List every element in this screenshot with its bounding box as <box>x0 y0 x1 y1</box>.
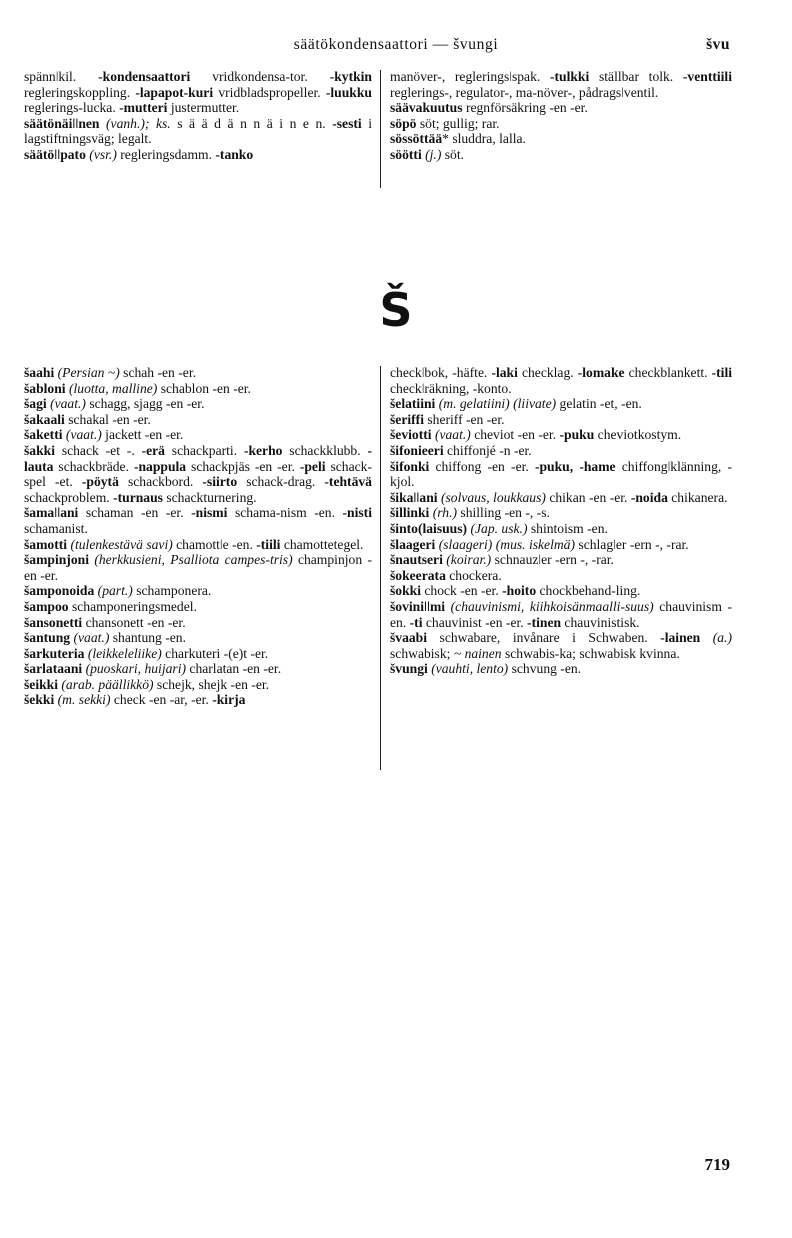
entry-text: schnauzǀer -ern -, -rar. <box>491 552 614 568</box>
dictionary-entry <box>390 505 732 521</box>
entry-text: chockera. <box>445 567 502 583</box>
entry-text: regleringskoppling. <box>24 84 136 100</box>
entry-text: chiffongǀklänning, -kjol. <box>390 458 732 490</box>
entry-text: charlatan -en -er. <box>186 661 282 677</box>
dictionary-entry <box>24 583 372 599</box>
dictionary-entry <box>390 599 732 630</box>
dictionary-entry <box>24 396 372 412</box>
dictionary-entry <box>24 365 372 381</box>
entry-text: checkǀbok, -häfte. <box>390 365 492 380</box>
usage-label: (vanh.); ks. <box>106 115 171 131</box>
column-bottom-right <box>390 365 732 677</box>
usage-label: (m. gelatiini) (liivate) <box>438 396 557 412</box>
entry-text: schama-nism -en. <box>227 505 343 521</box>
entry-text: schackpjäs -en -er. <box>186 458 300 474</box>
entry-text: schagg, sjagg -en -er. <box>85 396 205 412</box>
entry-text: reglerings-lucka. <box>24 100 120 116</box>
headword: -lainen <box>660 630 701 646</box>
headword: -kirja <box>212 692 246 708</box>
entry-text: shantung -en. <box>109 630 186 646</box>
usage-label: (solvaus, loukkaus) <box>440 489 546 505</box>
dictionary-entry <box>390 396 732 412</box>
entry-text: chikanera. <box>667 489 728 505</box>
entry-text: vridkondensa-tor. <box>190 69 330 84</box>
entry-text: chockbehand-ling. <box>536 583 641 599</box>
usage-label: (chauvinismi, kiihkoisänmaalli-suus) <box>450 598 654 614</box>
section-letter: Š <box>379 283 413 337</box>
dictionary-entry <box>24 381 372 397</box>
entry-text: cheviot -en -er. <box>470 427 560 443</box>
entry-text: i lagstiftningsväg; legalt. <box>24 115 372 147</box>
usage-label: (vauhti, lento) <box>431 661 509 677</box>
headword: -siirto <box>202 474 238 490</box>
entry-text: chock -en -er. <box>420 583 503 599</box>
entry-text: schlagǀer -ern -, -rar. <box>575 536 689 552</box>
entry-text: s ä ä d ä n n ä i n e n. <box>170 115 333 131</box>
headword: -luukku <box>325 84 372 100</box>
dictionary-entry <box>390 443 732 459</box>
headword: -kondensaattori <box>98 69 191 84</box>
dictionary-entry <box>390 116 732 132</box>
entry-text: schackklubb. <box>282 442 368 458</box>
headword: säätöǀǀpato <box>24 146 86 162</box>
dictionary-entry <box>390 100 732 116</box>
dictionary-entry <box>390 583 732 599</box>
page-number: 719 <box>704 1155 730 1174</box>
dictionary-entry <box>390 537 732 553</box>
headword: šampoo <box>24 598 69 614</box>
entry-text: schackbord. <box>118 474 203 490</box>
usage-label: (vaat.) <box>73 630 110 646</box>
dictionary-entry <box>390 490 732 506</box>
headword: šantung <box>24 630 71 646</box>
entry-text: regnförsäkring -en -er. <box>462 100 588 116</box>
usage-label: (puoskari, huijari) <box>85 661 187 677</box>
entry-text: chauvinism -en. <box>390 598 732 630</box>
headword: -ti <box>409 614 423 630</box>
entry-text: schvung -en. <box>508 661 582 677</box>
dictionary-entry <box>390 412 732 428</box>
headword: šifonieeri <box>390 442 444 458</box>
usage-label: (j.) <box>425 146 442 162</box>
entry-text: checklag. <box>517 365 578 380</box>
headword: -nappula <box>133 458 187 474</box>
entry-text: schackturnering. <box>162 489 257 505</box>
dictionary-entry <box>24 692 372 708</box>
entry-text: chamottǀe -en. <box>172 536 257 552</box>
dictionary-entry <box>24 443 372 505</box>
headword: -lomake <box>577 365 625 380</box>
headword: šifonki <box>390 458 430 474</box>
usage-label: (slaageri) (mus. iskelmä) <box>438 536 576 552</box>
usage-label: (m. sekki) <box>57 692 111 708</box>
dictionary-entry <box>390 69 732 100</box>
dictionary-entry <box>390 147 732 163</box>
headword: -puku <box>559 427 595 443</box>
entry-text: schack -et -. <box>54 442 142 458</box>
entry-text: chiffong -en -er. <box>429 458 535 474</box>
headword: šikaǀǀani <box>390 489 438 505</box>
headword: šamaǀǀani <box>24 505 79 521</box>
dictionary-entry <box>390 552 732 568</box>
usage-label: (luotta, malline) <box>68 380 158 396</box>
headword: -nisti <box>342 505 372 521</box>
dictionary-entry <box>24 630 372 646</box>
entry-text: chauvinistisk. <box>561 614 640 630</box>
headword: söpö <box>390 115 417 131</box>
headword: šokki <box>390 583 421 599</box>
entry-text: shintoism -en. <box>527 520 608 536</box>
headword: šeikki <box>24 676 58 692</box>
entry-text: checkblankett. <box>624 365 712 380</box>
dictionary-entry <box>24 69 372 116</box>
headword: -tulkki <box>549 69 590 84</box>
entry-text: söt. <box>441 146 465 162</box>
dictionary-entry <box>24 677 372 693</box>
dictionary-entry <box>24 505 372 536</box>
entry-text: schackparti. <box>164 442 244 458</box>
headword: -lapapot-kuri <box>135 84 214 100</box>
headword: säätönäiǀǀnen <box>24 115 100 131</box>
headword: šaketti <box>24 427 63 443</box>
entry-text: vridbladspropeller. <box>213 84 326 100</box>
headword: -sesti <box>332 115 362 131</box>
headword: -kerho <box>243 442 283 458</box>
headword: šagi <box>24 396 47 412</box>
headword: švaabi <box>390 630 428 646</box>
headword: šampinjoni <box>24 552 89 568</box>
headword: sössöttää <box>390 131 443 147</box>
usage-label: (part.) <box>97 583 133 599</box>
entry-text: schamponeringsmedel. <box>68 598 197 614</box>
headword: -tehtävä <box>324 474 372 490</box>
entry-text: schwabare, invånare i Schwaben. <box>427 630 661 646</box>
entry-text: regleringsdamm. <box>116 146 216 162</box>
column-top-right <box>390 69 732 163</box>
usage-label: (Jap. usk.) <box>470 520 528 536</box>
entry-text: schackbräde. <box>53 458 134 474</box>
entry-text: chauvinist -en -er. <box>422 614 528 630</box>
headword: šabloni <box>24 380 66 396</box>
entry-text: schablon -en -er. <box>157 380 251 396</box>
dictionary-entry <box>24 537 372 553</box>
entry-text: chansonett -en -er. <box>82 614 186 630</box>
headword: šeriffi <box>390 411 424 427</box>
headword: -venttiili <box>682 69 732 84</box>
headword: -peli <box>299 458 326 474</box>
dictionary-entry <box>390 661 732 677</box>
dictionary-entry <box>24 147 372 163</box>
usage-label: (vaat.) <box>65 427 102 443</box>
dictionary-entry <box>24 599 372 615</box>
usage-label: (vaat.) <box>434 427 471 443</box>
entry-text: schack-drag. <box>237 474 325 490</box>
headword: šamotti <box>24 536 68 552</box>
entry-text: charkuteri -(e)t -er. <box>161 645 269 661</box>
headword: -tiili <box>256 536 281 552</box>
entry-text: chikan -en -er. <box>545 489 631 505</box>
dictionary-entry <box>390 427 732 443</box>
entry-text: shilling -en -, -s. <box>457 505 550 521</box>
entry-text: schaman -en -er. <box>78 505 192 521</box>
usage-label: (tulenkestävä savi) <box>70 536 173 552</box>
entry-text: schwabis-ka; schwabisk kvinna. <box>501 645 680 661</box>
headword: -puku, -hame <box>534 458 616 474</box>
headword: šinto(laisuus) <box>390 520 468 536</box>
column-top-left <box>24 69 372 163</box>
column-rule-bottom <box>380 366 381 770</box>
entry-text: sheriff -en -er. <box>423 411 505 427</box>
headword: šlaageri <box>390 536 436 552</box>
usage-label: (rh.) <box>432 505 457 521</box>
column-rule-top <box>380 70 381 188</box>
entry-text: spännǀkil. <box>24 69 99 84</box>
usage-label: ~ nainen <box>453 645 502 661</box>
headword: šokeerata <box>390 567 446 583</box>
entry-text <box>700 630 713 645</box>
entry-text: söt; gullig; rar. <box>416 115 500 131</box>
headword: šarkuteria <box>24 645 85 661</box>
dictionary-entry <box>24 661 372 677</box>
entry-text: schwabisk; <box>390 645 454 661</box>
entry-text: cheviotkostym. <box>594 427 682 443</box>
dictionary-entry <box>24 427 372 443</box>
running-header-guide-word: švu <box>706 36 730 53</box>
entry-text: check -en -ar, -er. <box>110 692 213 708</box>
headword: -tinen <box>527 614 562 630</box>
entry-text: jackett -en -er. <box>101 427 184 443</box>
headword: -hoito <box>502 583 537 599</box>
dictionary-entry <box>390 568 732 584</box>
headword: šekki <box>24 692 55 708</box>
headword: -mutteri <box>119 100 168 116</box>
entry-text: schakal -en -er. <box>64 411 151 427</box>
entry-text: schah -en -er. <box>119 365 196 380</box>
dictionary-entry <box>24 615 372 631</box>
dictionary-entry <box>390 630 732 661</box>
dictionary-entry <box>24 646 372 662</box>
dictionary-entry <box>390 521 732 537</box>
entry-text: schamponera. <box>132 583 212 599</box>
headword: -erä <box>141 442 165 458</box>
headword: -tili <box>711 365 732 380</box>
column-bottom-left <box>24 365 372 708</box>
running-header-title: säätökondensaattori — švungi <box>293 36 499 53</box>
entry-text: schamanist. <box>24 520 88 536</box>
headword: -kytkin <box>329 69 372 84</box>
headword: säävakuutus <box>390 100 463 116</box>
headword: šamponoida <box>24 583 95 599</box>
usage-label: (a.) <box>712 630 732 646</box>
headword: šakaali <box>24 411 65 427</box>
usage-label: (leikkeleliike) <box>87 645 162 661</box>
headword: šaahi <box>24 365 55 380</box>
headword: šarlataani <box>24 661 83 677</box>
dictionary-entry <box>24 552 372 583</box>
entry-text: schackproblem. <box>24 489 114 505</box>
headword: švungi <box>390 661 428 677</box>
entry-text: justermutter. <box>167 100 240 116</box>
entry-text: ställbar tolk. <box>589 69 683 84</box>
headword: šansonetti <box>24 614 83 630</box>
headword: -tanko <box>215 146 254 162</box>
usage-label: (koirar.) <box>446 552 492 568</box>
headword: -turnaus <box>113 489 163 505</box>
entry-text: * sluddra, lalla. <box>442 131 526 147</box>
headword: -noida <box>630 489 668 505</box>
entry-text: chiffonjé -n -er. <box>443 442 532 458</box>
headword: šelatiini <box>390 396 436 412</box>
usage-label: (arab. päällikkö) <box>61 676 154 692</box>
entry-text: chamottetegel. <box>280 536 364 552</box>
entry-text: reglerings-, regulator-, ma-növer-, pådragsǀventil. <box>390 84 659 100</box>
headword: ševiotti <box>390 427 432 443</box>
entry-text: checkǀräkning, -konto. <box>390 380 512 396</box>
dictionary-entry <box>390 131 732 147</box>
headword: -pöytä <box>81 474 119 490</box>
usage-label: (herkkusieni, Psalliota campes-tris) <box>94 552 293 568</box>
usage-label: (vaat.) <box>50 396 86 412</box>
dictionary-entry <box>390 459 732 490</box>
entry-text: gelatin -et, -en. <box>556 396 642 412</box>
headword: šillinki <box>390 505 430 521</box>
headword: -nismi <box>191 505 228 521</box>
dictionary-entry <box>24 412 372 428</box>
dictionary-entry <box>390 365 732 396</box>
dictionary-entry <box>24 116 372 147</box>
entry-text: manöver-, regleringsǀspak. <box>390 69 550 84</box>
entry-text: schejk, shejk -en -er. <box>153 676 270 692</box>
headword: šoviniǀǀmi <box>390 598 446 614</box>
usage-label: (vsr.) <box>89 146 117 162</box>
entry-text: schack-spel -et. <box>24 458 372 490</box>
headword: -laki <box>491 365 518 380</box>
entry-text: champinjon -en -er. <box>24 552 372 583</box>
headword: šnautseri <box>390 552 443 568</box>
usage-label: (Persian ~) <box>57 365 120 380</box>
headword: -lauta <box>24 442 372 474</box>
headword: šakki <box>24 442 55 458</box>
headword: söötti <box>390 146 422 162</box>
